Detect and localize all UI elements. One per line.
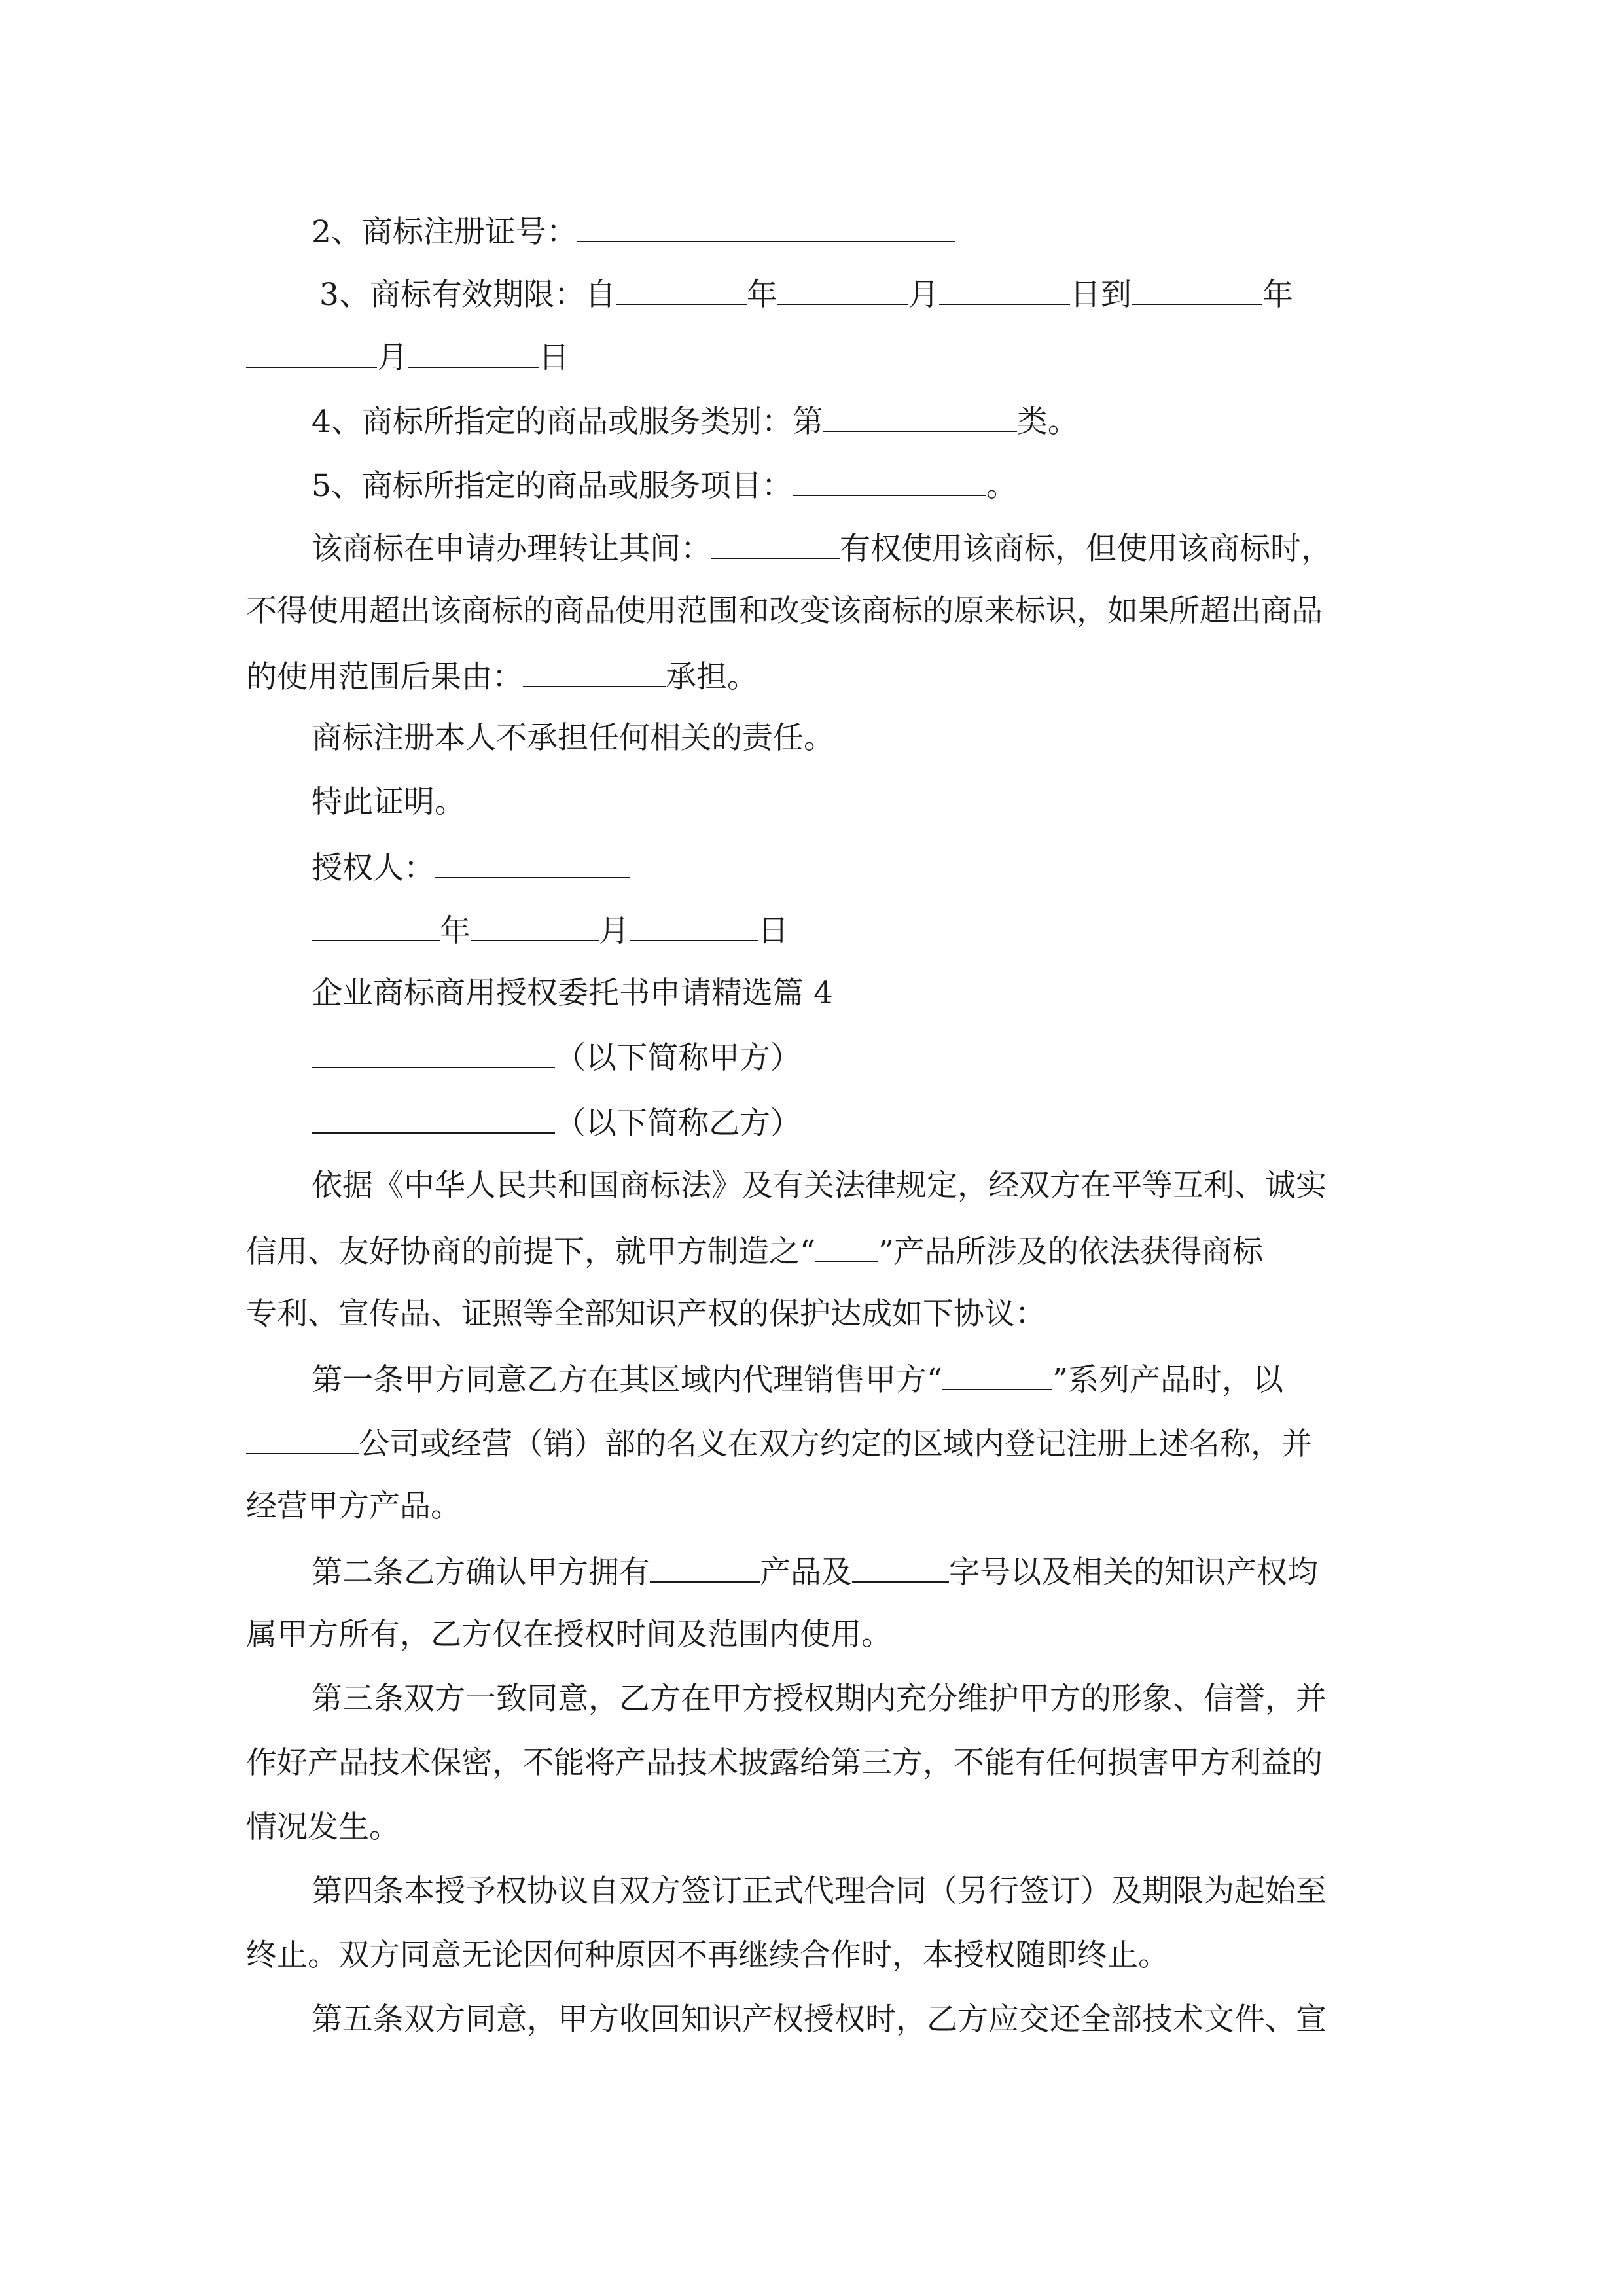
line-text: 第三条双方一致同意，乙方在甲方授权期内充分维护甲方的形象、信誉，并 — [312, 1681, 1327, 1717]
line-text: 授权人： — [312, 850, 435, 886]
line-text: 承担。 — [666, 659, 758, 695]
paragraph-line — [246, 1427, 1312, 1460]
blank-underline — [435, 851, 630, 878]
line-text: 月 — [377, 340, 408, 376]
line-text: 字号以及相关的知识产权均 — [949, 1554, 1318, 1590]
line-text: 日 — [758, 913, 789, 949]
line-text: 年 — [746, 277, 777, 313]
blank-underline — [650, 1555, 760, 1583]
goods-items-line — [312, 468, 1017, 504]
paragraph-line — [246, 659, 758, 695]
line-text: 年 — [440, 913, 471, 949]
line-text: 月 — [908, 277, 939, 313]
article-four-line — [312, 1873, 1327, 1909]
line-text: 企业商标商用授权委托书申请精选篇 4 — [312, 975, 833, 1011]
paragraph-line — [312, 720, 834, 756]
article-two-line — [312, 1555, 1318, 1588]
paragraph-line — [246, 1745, 1323, 1781]
line-text: 第四条本授予权协议自双方签订正式代理合同（另行签订）及期限为起始至 — [312, 1873, 1327, 1909]
line-text: （以下简称乙方） — [555, 1105, 801, 1141]
paragraph-line — [246, 1617, 892, 1653]
paragraph-line — [246, 1488, 461, 1524]
blank-underline — [777, 278, 908, 305]
paragraph-line — [246, 1937, 1169, 1973]
line-text: 3、商标有效期限：自 — [319, 277, 616, 313]
article-one-line — [312, 1362, 1284, 1398]
blank-underline — [1132, 278, 1262, 305]
blank-underline — [793, 469, 986, 496]
line-text: 类。 — [1016, 404, 1079, 440]
line-text: 信用、友好协商的前提下，就甲方制造之“ — [246, 1234, 816, 1270]
paragraph-line — [312, 1168, 1327, 1204]
blank-underline — [939, 278, 1070, 305]
party-a-line — [312, 1040, 801, 1076]
blank-underline — [852, 1555, 949, 1583]
paragraph-line — [246, 1234, 1264, 1270]
blank-underline — [408, 340, 539, 368]
trademark-validity-line — [319, 277, 1293, 313]
blank-underline — [312, 1106, 555, 1134]
article-five-line — [312, 2001, 1327, 2037]
blank-underline — [616, 278, 747, 305]
article-three-line — [312, 1681, 1327, 1717]
line-text: 第二条乙方确认甲方拥有 — [312, 1554, 650, 1590]
line-text: 第五条双方同意，甲方收回知识产权授权时，乙方应交还全部技术文件、宣 — [312, 2001, 1327, 2037]
trademark-reg-number-line — [312, 214, 955, 250]
blank-underline — [942, 1363, 1052, 1390]
line-text: 情况发生。 — [246, 1809, 400, 1845]
blank-underline — [312, 914, 440, 941]
goods-class-line — [312, 404, 1079, 440]
line-text: ”系列产品时，以 — [1052, 1362, 1284, 1398]
line-text: 2、商标注册证号： — [312, 214, 577, 250]
line-text: （以下简称甲方） — [555, 1040, 801, 1076]
blank-underline — [246, 340, 377, 368]
line-text: 日到 — [1069, 277, 1132, 313]
line-text: 5、商标所指定的商品或服务项目： — [312, 468, 793, 504]
line-text: 该商标在申请办理转让其间： — [312, 531, 711, 567]
line-text: 有权使用该商标，但使用该商标时， — [840, 531, 1332, 567]
line-text: 商标注册本人不承担任何相关的责任。 — [312, 720, 834, 756]
line-text: 依据《中华人民共和国商标法》及有关法律规定，经双方在平等互利、诚实 — [312, 1168, 1327, 1204]
blank-underline — [823, 404, 1017, 432]
line-text: 作好产品技术保密，不能将产品技术披露给第三方，不能有任何损害甲方利益的 — [246, 1745, 1323, 1781]
section-heading — [312, 975, 833, 1011]
blank-underline — [815, 1234, 878, 1262]
line-text: 年 — [1262, 277, 1293, 313]
line-text: 不得使用超出该商标的商品使用范围和改变该商标的原来标识，如果所超出商品 — [246, 593, 1323, 629]
line-text: 4、商标所指定的商品或服务类别：第 — [312, 404, 823, 440]
paragraph-line — [246, 1296, 1046, 1332]
line-text: 第一条甲方同意乙方在其区域内代理销售甲方“ — [312, 1362, 943, 1398]
line-text: 月 — [599, 913, 630, 949]
line-text: 。 — [986, 468, 1017, 504]
blank-underline — [471, 914, 599, 941]
line-text: 的使用范围后果由： — [246, 659, 523, 695]
party-b-line — [312, 1106, 801, 1139]
blank-underline — [577, 215, 955, 242]
line-text: 经营甲方产品。 — [246, 1488, 461, 1524]
line-text: 属甲方所有，乙方仅在授权时间及范围内使用。 — [246, 1617, 892, 1653]
paragraph-line — [246, 593, 1323, 629]
trademark-validity-line-cont — [246, 340, 569, 376]
blank-underline — [312, 1041, 555, 1068]
line-text: 专利、宣传品、证照等全部知识产权的保护达成如下协议： — [246, 1296, 1046, 1332]
paragraph-line — [246, 1809, 400, 1845]
paragraph-line — [312, 531, 1332, 567]
line-text: 产品及 — [760, 1554, 852, 1590]
authorizer-line — [312, 851, 630, 884]
blank-underline — [523, 660, 666, 687]
line-text: 特此证明。 — [312, 784, 465, 820]
line-text: 终止。双方同意无论因何种原因不再继续合作时，本授权随即终止。 — [246, 1937, 1169, 1973]
blank-underline — [711, 531, 840, 559]
signature-date-line — [312, 913, 789, 949]
line-text: ”产品所涉及的依法获得商标 — [878, 1234, 1264, 1270]
blank-underline — [246, 1427, 359, 1454]
paragraph-line — [312, 784, 465, 820]
blank-underline — [630, 914, 758, 941]
line-text: 日 — [539, 340, 569, 376]
line-text: 公司或经营（销）部的名义在双方约定的区域内登记注册上述名称，并 — [359, 1426, 1312, 1462]
